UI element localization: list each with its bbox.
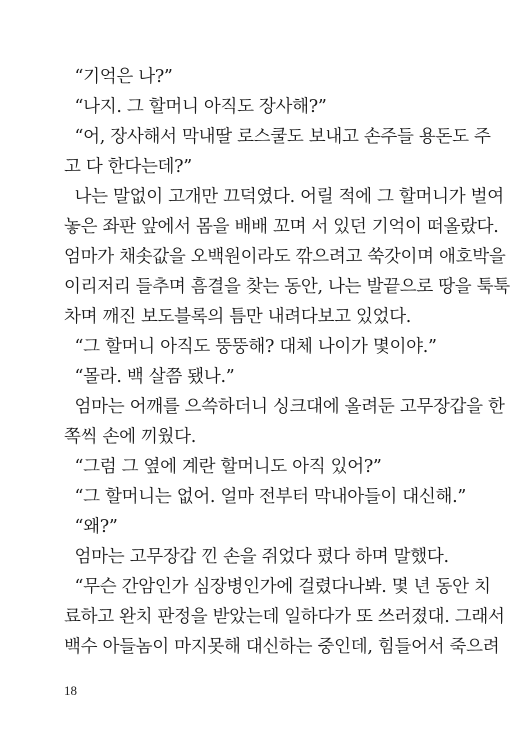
text-line: “나지. 그 할머니 아직도 장사해?”	[64, 97, 327, 117]
text-line: 료하고 완치 판정을 받았는데 일하다가 또 쓰러졌대. 그래서	[64, 607, 505, 627]
body-text	[64, 62, 510, 662]
text-line: “왜?”	[64, 517, 118, 537]
text-line: “어, 장사해서 막내딸 로스쿨도 보내고 손주들 용돈도 주	[64, 127, 491, 147]
text-line: “그 할머니 아직도 뚱뚱해? 대체 나이가 몇이야.”	[64, 337, 437, 357]
text-line: 이리저리 들추며 흠결을 찾는 동안, 나는 발끝으로 땅을 툭툭	[64, 277, 510, 297]
text-line: 엄마는 어깨를 으쓱하더니 싱크대에 올려둔 고무장갑을 한	[64, 397, 505, 417]
text-line: “기억은 나?”	[64, 67, 173, 87]
text-line: 백수 아들놈이 마지못해 대신하는 중인데, 힘들어서 죽으려	[64, 637, 500, 657]
text-line: 놓은 좌판 앞에서 몸을 배배 꼬며 서 있던 기억이 떠올랐다.	[64, 217, 499, 237]
text-line: “무슨 간암인가 심장병인가에 걸렸다나봐. 몇 년 동안 치	[64, 577, 491, 597]
text-line: 차며 깨진 보도블록의 틈만 내려다보고 있었다.	[64, 307, 412, 327]
text-line: “몰라. 백 살쯤 됐나.”	[64, 367, 235, 387]
text-line: 쪽씩 손에 끼웠다.	[64, 427, 197, 447]
text-line: 고 다 한다는데?”	[64, 157, 192, 177]
text-line: “그 할머니는 없어. 얼마 전부터 막내아들이 대신해.”	[64, 487, 467, 507]
text-line: “그럼 그 옆에 계란 할머니도 아직 있어?”	[64, 457, 382, 477]
text-line: 엄마는 고무장갑 낀 손을 쥐었다 폈다 하며 말했다.	[64, 547, 449, 567]
page-number: 18	[64, 683, 77, 698]
text-line: 나는 말없이 고개만 끄덕였다. 어릴 적에 그 할머니가 벌여	[64, 187, 504, 207]
text-line: 엄마가 채솟값을 오백원이라도 깎으려고 쑥갓이며 애호박을	[64, 247, 506, 267]
